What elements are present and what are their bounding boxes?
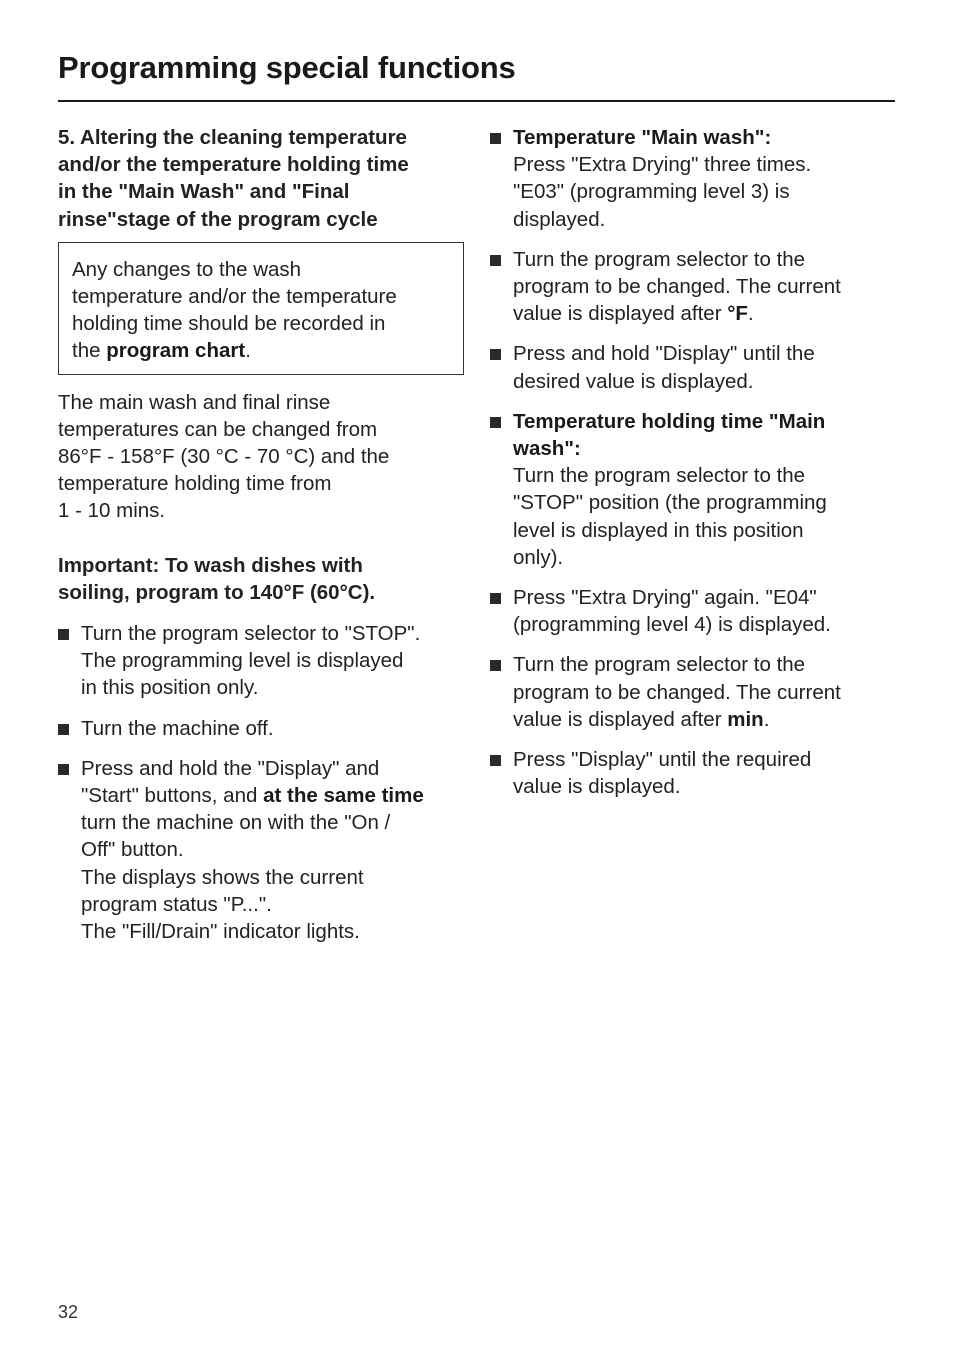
item-line	[81, 782, 464, 809]
list-item	[490, 584, 900, 638]
item-line	[513, 706, 900, 733]
left-column	[58, 124, 464, 958]
heading-line: in the "Main Wash" and "Final	[58, 180, 350, 204]
item-text: "Start" buttons, and	[81, 784, 264, 808]
list-item	[490, 651, 900, 733]
note-box	[58, 242, 464, 375]
item-line: in this position only.	[81, 676, 259, 700]
item-line: The "Fill/Drain" indicator lights.	[81, 920, 360, 944]
item-line: Press and hold the "Display" and	[81, 756, 380, 780]
item-heading: wash":	[513, 437, 581, 461]
heading-line: and/or the temperature holding time	[58, 153, 409, 177]
item-line: program status "P...".	[81, 892, 272, 916]
item-line: The displays shows the current	[81, 865, 364, 889]
item-line: Turn the program selector to "STOP".	[81, 622, 421, 646]
item-line: level is displayed in this position	[513, 518, 804, 542]
heading-line: rinse"stage of the program cycle	[58, 207, 378, 231]
item-line: program to be changed. The current	[513, 275, 841, 299]
square-bullet-icon	[490, 255, 501, 266]
item-line: Turn the program selector to the	[513, 653, 806, 677]
important-line: Important: To wash dishes with	[58, 553, 363, 577]
item-line: (programming level 4) is displayed.	[513, 613, 831, 637]
note-line: holding time should be recorded in	[72, 312, 386, 336]
item-line: Turn the program selector to the	[513, 247, 806, 271]
square-bullet-icon	[490, 349, 501, 360]
title-divider	[58, 100, 895, 102]
unit-term: min	[727, 707, 764, 731]
paragraph-line: The main wash and final rinse	[58, 390, 331, 414]
emphasis-text: at the same time	[263, 784, 424, 808]
program-chart-term: program chart	[106, 339, 246, 363]
note-line: temperature and/or the temperature	[72, 285, 397, 309]
square-bullet-icon	[58, 724, 69, 735]
unit-term: °F	[727, 302, 748, 326]
important-note	[58, 552, 464, 606]
square-bullet-icon	[490, 660, 501, 671]
list-item	[58, 620, 464, 702]
item-heading: Temperature "Main wash":	[513, 126, 772, 149]
item-text: value is displayed after	[513, 302, 728, 326]
page-number: 32	[58, 1302, 79, 1322]
temperature-range-paragraph	[58, 389, 464, 525]
item-text: .	[763, 707, 770, 731]
item-line: "E03" (programming level 3) is	[513, 180, 790, 204]
paragraph-line: temperature holding time from	[58, 472, 332, 496]
square-bullet-icon	[490, 417, 501, 428]
item-line: only).	[513, 545, 564, 569]
square-bullet-icon	[58, 629, 69, 640]
item-line: The programming level is displayed	[81, 649, 404, 673]
item-line: Turn the machine off.	[81, 716, 274, 740]
list-item	[490, 246, 900, 328]
item-line: Press and hold "Display" until the	[513, 342, 815, 366]
list-item	[490, 746, 900, 800]
note-line	[72, 337, 451, 364]
item-line: Press "Extra Drying" again. "E04"	[513, 586, 817, 610]
list-item	[58, 755, 464, 945]
item-line: Off" button.	[81, 838, 184, 862]
note-text: the	[72, 339, 107, 363]
item-line: "STOP" position (the programming	[513, 491, 827, 515]
item-line: Turn the program selector to the	[513, 464, 806, 488]
item-line: Press "Extra Drying" three times.	[513, 153, 812, 177]
item-line: desired value is displayed.	[513, 369, 754, 393]
item-line	[513, 300, 900, 327]
list-item	[490, 340, 900, 394]
item-heading: Temperature holding time "Main	[513, 409, 826, 433]
list-item	[490, 124, 900, 233]
item-line: value is displayed.	[513, 775, 681, 799]
square-bullet-icon	[490, 133, 501, 144]
list-item	[490, 408, 900, 571]
item-text: value is displayed after	[513, 707, 728, 731]
item-line: displayed.	[513, 207, 606, 231]
item-line: Press "Display" until the required	[513, 748, 812, 772]
square-bullet-icon	[490, 593, 501, 604]
list-item	[58, 715, 464, 742]
item-line: program to be changed. The current	[513, 680, 841, 704]
heading-line: 5. Altering the cleaning temperature	[58, 126, 407, 149]
paragraph-line: 86°F - 158°F (30 °C - 70 °C) and the	[58, 445, 390, 469]
item-text: .	[747, 302, 754, 326]
note-line: Any changes to the wash	[72, 257, 302, 281]
item-line: turn the machine on with the "On /	[81, 811, 391, 835]
page-title: Programming special functions	[58, 50, 516, 85]
important-line: soiling, program to 140°F (60°C).	[58, 580, 376, 604]
paragraph-line: temperatures can be changed from	[58, 417, 378, 441]
note-text: .	[245, 339, 251, 363]
square-bullet-icon	[58, 764, 69, 775]
right-column	[490, 124, 900, 813]
section-heading	[58, 124, 464, 233]
square-bullet-icon	[490, 755, 501, 766]
paragraph-line: 1 - 10 mins.	[58, 499, 166, 523]
